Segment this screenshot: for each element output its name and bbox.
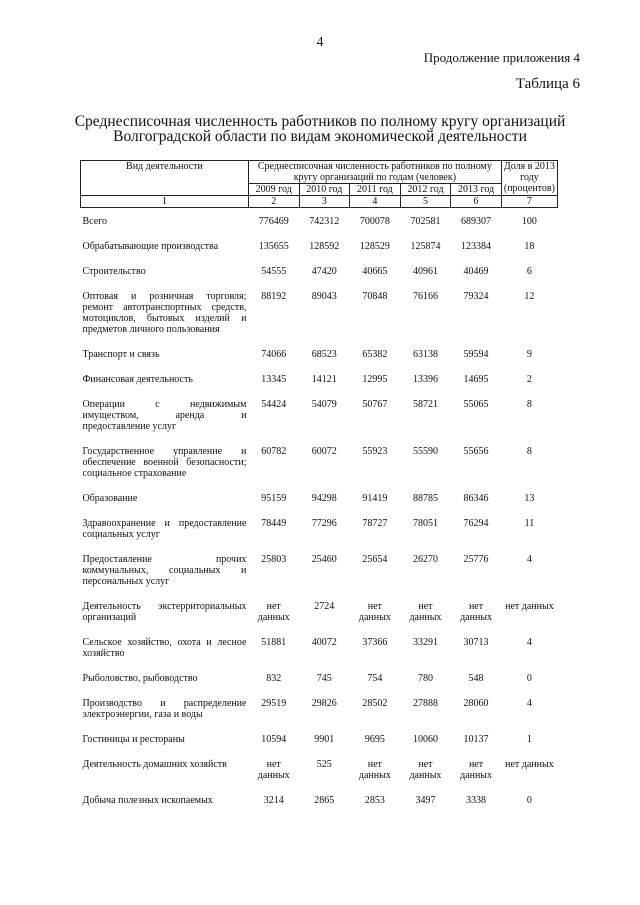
value-cell: 125874 xyxy=(410,241,441,252)
value-cell: 33291 xyxy=(412,637,438,648)
value-cell: 70848 xyxy=(362,291,388,302)
header-year: 2013 год xyxy=(451,184,502,196)
table-row xyxy=(81,726,558,751)
value-cell: 94298 xyxy=(311,493,337,504)
value-cell: 40961 xyxy=(412,266,438,277)
table-row xyxy=(81,751,558,787)
activity-name: Производство и распределение электроэнергии, газа и воды xyxy=(82,698,247,720)
table-row xyxy=(81,665,558,690)
value-cell: 9901 xyxy=(314,734,335,745)
value-cell: 14695 xyxy=(463,374,489,385)
value-cell: 2865 xyxy=(314,795,335,806)
table-row xyxy=(81,258,558,283)
value-cell: 54079 xyxy=(311,399,337,410)
col-number: 3 xyxy=(299,196,350,208)
value-cell: 702581 xyxy=(410,216,441,227)
value-cell: 77296 xyxy=(311,518,337,529)
table-number: Таблица 6 xyxy=(515,76,580,92)
value-cell: 95159 xyxy=(261,493,287,504)
share-cell: 0 xyxy=(526,673,532,684)
value-cell: 60782 xyxy=(261,446,287,457)
table-row xyxy=(81,391,558,438)
table-title xyxy=(60,114,580,144)
value-cell: 30713 xyxy=(463,637,489,648)
header-year: 2011 год xyxy=(350,184,401,196)
share-cell: 100 xyxy=(521,216,537,227)
value-cell: 37366 xyxy=(362,637,388,648)
header-activity: Вид деятельности xyxy=(81,161,249,196)
activity-name: Гостиницы и рестораны xyxy=(82,734,185,745)
value-cell: 548 xyxy=(468,673,484,684)
activity-name: Добыча полезных ископаемых xyxy=(82,795,213,806)
value-cell: 26270 xyxy=(412,554,438,565)
page-number: 4 xyxy=(316,35,324,50)
value-cell: 745 xyxy=(316,673,332,684)
value-cell: 10594 xyxy=(261,734,287,745)
value-cell: 689307 xyxy=(461,216,492,227)
value-cell: 10060 xyxy=(412,734,438,745)
value-cell: 29826 xyxy=(311,698,337,709)
value-cell: 2853 xyxy=(364,795,385,806)
value-cell: 742312 xyxy=(309,216,340,227)
value-cell: 54424 xyxy=(261,399,287,410)
value-cell: 2724 xyxy=(314,601,335,612)
value-cell: 25460 xyxy=(311,554,337,565)
col-number: 5 xyxy=(400,196,451,208)
value-cell: 12995 xyxy=(362,374,388,385)
value-cell: 27888 xyxy=(412,698,438,709)
value-cell: 55656 xyxy=(463,446,489,457)
activity-name: Здравоохранение и предоставление социальных услуг xyxy=(82,518,247,540)
value-cell: нет данных xyxy=(460,759,493,781)
value-cell: 79324 xyxy=(463,291,489,302)
value-cell: 3338 xyxy=(466,795,487,806)
value-cell: 128529 xyxy=(359,241,390,252)
value-cell: 754 xyxy=(367,673,383,684)
title-line-2: Волгоградской области по видам экономической деятельности xyxy=(113,128,527,145)
value-cell: 59594 xyxy=(463,349,489,360)
table-row xyxy=(81,208,558,234)
value-cell: 78449 xyxy=(261,518,287,529)
share-cell: 4 xyxy=(526,554,532,565)
appendix-continuation: Продолжение приложения 4 xyxy=(423,50,580,65)
header-year: 2012 год xyxy=(400,184,451,196)
share-cell: 8 xyxy=(526,446,532,457)
col-number: 7 xyxy=(501,196,557,208)
value-cell: 40665 xyxy=(362,266,388,277)
activity-name: Образование xyxy=(82,493,138,504)
share-cell: 9 xyxy=(526,349,532,360)
value-cell: 525 xyxy=(316,759,332,770)
value-cell: нет данных xyxy=(257,759,290,781)
value-cell: нет данных xyxy=(257,601,290,623)
value-cell: 76294 xyxy=(463,518,489,529)
value-cell: 776469 xyxy=(258,216,289,227)
value-cell: 123384 xyxy=(461,241,492,252)
share-cell: 2 xyxy=(526,374,532,385)
value-cell: 89043 xyxy=(311,291,337,302)
share-cell: нет данных xyxy=(505,601,554,612)
value-cell: 128592 xyxy=(309,241,340,252)
activity-name: Всего xyxy=(82,216,108,227)
table-row xyxy=(81,438,558,485)
title-line-1: Среднесписочная численность работников по полному кругу организаций xyxy=(74,113,566,130)
value-cell: 78051 xyxy=(412,518,438,529)
value-cell: 10137 xyxy=(463,734,489,745)
value-cell: 29519 xyxy=(261,698,287,709)
value-cell: 13396 xyxy=(412,374,438,385)
value-cell: нет данных xyxy=(409,601,442,623)
activity-name: Строительство xyxy=(82,266,146,277)
header-year: 2010 год xyxy=(299,184,350,196)
share-cell: 12 xyxy=(524,291,535,302)
value-cell: 832 xyxy=(266,673,282,684)
value-cell: 88785 xyxy=(412,493,438,504)
value-cell: 88192 xyxy=(261,291,287,302)
value-cell: 13345 xyxy=(261,374,287,385)
activity-name: Финансовая деятельность xyxy=(82,374,193,385)
value-cell: 40469 xyxy=(463,266,489,277)
value-cell: 65382 xyxy=(362,349,388,360)
table-row xyxy=(81,787,558,812)
value-cell: 91419 xyxy=(362,493,388,504)
value-cell: 25776 xyxy=(463,554,489,565)
table-row xyxy=(81,510,558,546)
value-cell: 40072 xyxy=(311,637,337,648)
header-share: Доля в 2013 году (процентов) xyxy=(501,161,557,196)
value-cell: 54555 xyxy=(261,266,287,277)
value-cell: 28502 xyxy=(362,698,388,709)
value-cell: нет данных xyxy=(358,759,391,781)
share-cell: 6 xyxy=(526,266,532,277)
value-cell: нет данных xyxy=(460,601,493,623)
share-cell: нет данных xyxy=(505,759,554,770)
share-cell: 8 xyxy=(526,399,532,410)
value-cell: 76166 xyxy=(412,291,438,302)
value-cell: 58721 xyxy=(412,399,438,410)
activity-name: Деятельность экстерриториальных организаций xyxy=(82,601,247,623)
value-cell: 25654 xyxy=(362,554,388,565)
value-cell: 47420 xyxy=(311,266,337,277)
activity-name: Рыболовство, рыбоводство xyxy=(82,673,198,684)
activity-name: Деятельность домашних хозяйств xyxy=(82,759,227,770)
employment-table xyxy=(80,160,558,812)
value-cell: 60072 xyxy=(311,446,337,457)
col-number: 1 xyxy=(81,196,249,208)
value-cell: 9695 xyxy=(364,734,385,745)
value-cell: 68523 xyxy=(311,349,337,360)
header-group: Среднесписочная численность работников по полному кругу организаций по годам (человек) xyxy=(248,161,501,184)
table-row xyxy=(81,233,558,258)
value-cell: 63138 xyxy=(412,349,438,360)
value-cell: 74066 xyxy=(261,349,287,360)
share-cell: 0 xyxy=(526,795,532,806)
col-number: 4 xyxy=(350,196,401,208)
value-cell: 55065 xyxy=(463,399,489,410)
table-row xyxy=(81,283,558,341)
activity-name: Сельское хозяйство, охота и лесное хозяйство xyxy=(82,637,247,659)
share-cell: 4 xyxy=(526,637,532,648)
table-row xyxy=(81,341,558,366)
share-cell: 4 xyxy=(526,698,532,709)
table-row xyxy=(81,593,558,629)
table-row xyxy=(81,629,558,665)
activity-name: Государственное управление и обеспечение военной безопасности; социальное страхование xyxy=(82,446,247,479)
activity-name: Предоставление прочих коммунальных, социальных и персональных услуг xyxy=(82,554,247,587)
value-cell: 55590 xyxy=(412,446,438,457)
col-number: 6 xyxy=(451,196,502,208)
value-cell: 3214 xyxy=(263,795,284,806)
value-cell: 3497 xyxy=(415,795,436,806)
value-cell: нет данных xyxy=(358,601,391,623)
header-year: 2009 год xyxy=(248,184,299,196)
activity-name: Транспорт и связь xyxy=(82,349,160,360)
activity-name: Обрабатывающие производства xyxy=(82,241,219,252)
value-cell: 78727 xyxy=(362,518,388,529)
table-row xyxy=(81,546,558,593)
share-cell: 11 xyxy=(524,518,535,529)
value-cell: 86346 xyxy=(463,493,489,504)
share-cell: 13 xyxy=(524,493,535,504)
value-cell: 700078 xyxy=(359,216,390,227)
value-cell: 50767 xyxy=(362,399,388,410)
share-cell: 1 xyxy=(526,734,532,745)
value-cell: 135655 xyxy=(258,241,289,252)
value-cell: 25803 xyxy=(261,554,287,565)
table-row xyxy=(81,485,558,510)
table-row xyxy=(81,690,558,726)
activity-name: Оптовая и розничная торговля; ремонт автотранспортных средств, мотоциклов, бытовых изделий и предметов личного пользования xyxy=(82,291,247,335)
activity-name: Операции с недвижимым имуществом, аренда и предоставление услуг xyxy=(82,399,247,432)
table-row xyxy=(81,366,558,391)
value-cell: нет данных xyxy=(409,759,442,781)
value-cell: 780 xyxy=(417,673,433,684)
share-cell: 18 xyxy=(524,241,535,252)
value-cell: 55923 xyxy=(362,446,388,457)
col-number: 2 xyxy=(248,196,299,208)
value-cell: 28060 xyxy=(463,698,489,709)
value-cell: 51881 xyxy=(261,637,287,648)
value-cell: 14121 xyxy=(311,374,337,385)
